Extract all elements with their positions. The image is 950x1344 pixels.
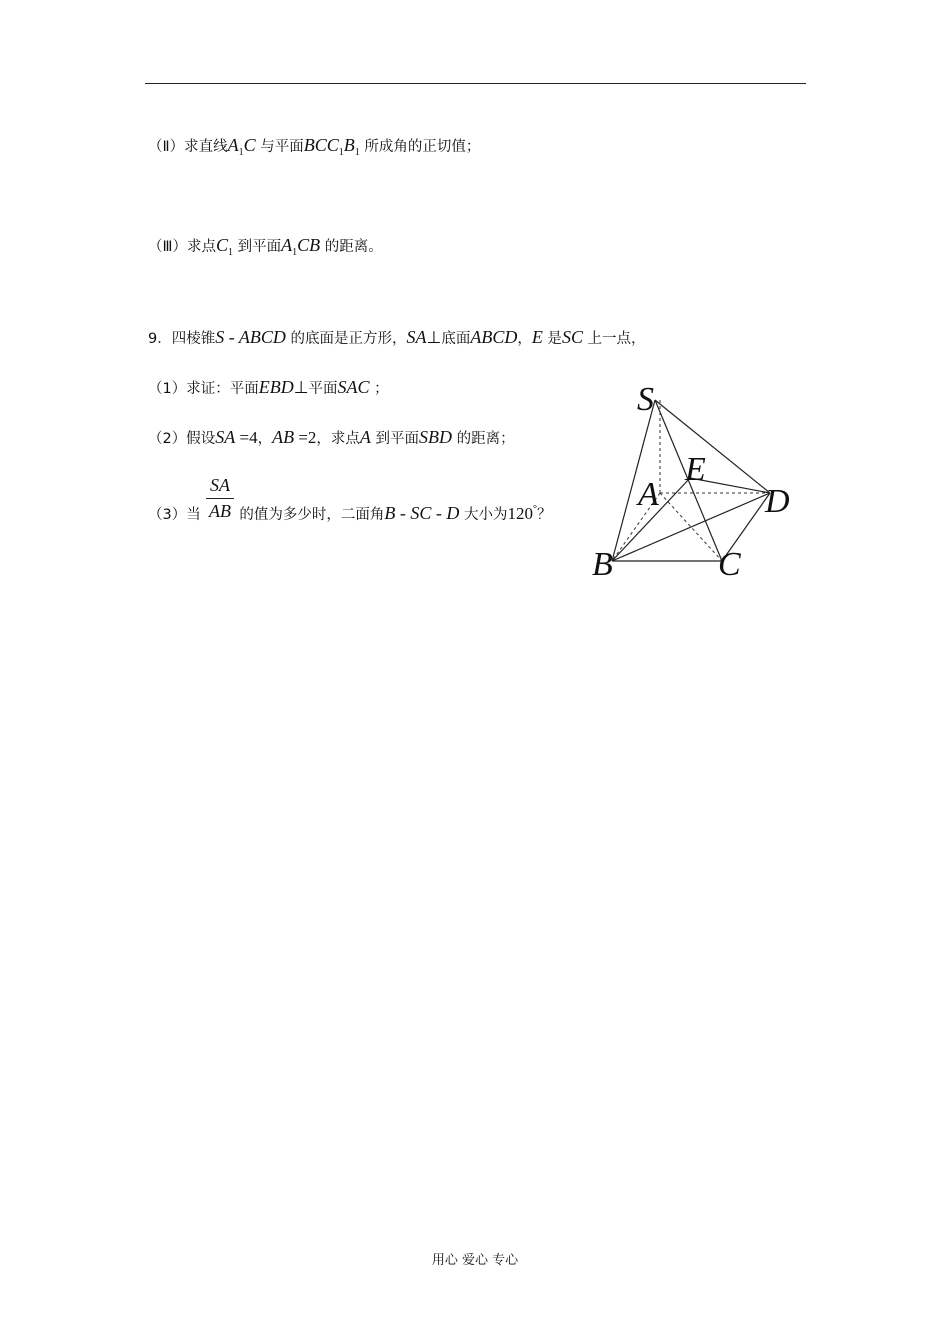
subscript: 1: [292, 247, 298, 258]
math-SBD: SBD: [419, 427, 453, 447]
q8-part3-text-a: （Ⅲ）求点: [148, 239, 216, 255]
math-AB: AB: [272, 427, 295, 447]
equals-2: =2: [294, 428, 317, 447]
math-CB: CB: [297, 235, 321, 255]
q9-part3-text-c: 大小为: [459, 507, 508, 523]
q8-part3-text-c: 的距离。: [320, 239, 383, 255]
q8-part3-text-b: 到平面: [233, 239, 282, 255]
degree-symbol: °: [532, 504, 537, 515]
q9-part2-text-b: ，: [257, 431, 273, 447]
q9-part3-text-a: （3）当: [148, 507, 201, 523]
q9-part2-text-d: 到平面: [370, 431, 420, 447]
edge-SD: [655, 400, 770, 493]
label-B: B: [592, 546, 613, 583]
q9-stem-text-a: 的底面是正方形，: [285, 331, 407, 347]
math-BCC: BCC: [303, 135, 339, 155]
label-E: E: [685, 451, 706, 488]
math-SA: SA: [406, 327, 427, 347]
perp-symbol: ⊥: [293, 378, 309, 397]
q9-part2-text-a: （2）假设: [148, 431, 216, 447]
subscript: 1: [228, 247, 234, 258]
math-SA: SA: [215, 427, 236, 447]
math-B: B: [343, 135, 355, 155]
q9-part3-text-b: 的值为多少时，二面角: [234, 507, 385, 523]
pyramid-figure: [0, 0, 950, 620]
q8-part2-text-b: 与平面: [255, 139, 304, 155]
math-A: A: [359, 427, 371, 447]
q9-stem-text-d: 是: [542, 331, 562, 347]
page-footer: 用心 爱心 专心: [431, 1253, 519, 1268]
equals-4: =4: [235, 428, 258, 447]
q9-part1-text-a: （1）求证：平面: [148, 381, 259, 397]
q9-part1-text-c: ；: [369, 381, 389, 397]
perp-symbol: ⊥: [426, 328, 442, 347]
fraction-denominator: AB: [209, 501, 231, 521]
angle-120: 120: [507, 504, 533, 523]
q9-part3-text-d: ？: [536, 507, 552, 523]
math-SAC: SAC: [337, 377, 370, 397]
q9-part2-text-e: 的距离；: [452, 431, 515, 447]
label-A: A: [638, 476, 659, 513]
q9-part1-text-b: 平面: [308, 381, 338, 397]
q9-stem-text-e: 上一点，: [582, 331, 646, 347]
math-B-SC-D: B - SC - D: [384, 503, 460, 523]
q9-stem-text-b: 底面: [441, 331, 471, 347]
q8-part2-text-c: 所成角的正切值；: [359, 139, 481, 155]
math-C: C: [216, 235, 229, 255]
math-A: A: [281, 235, 293, 255]
math-ABCD: ABCD: [470, 327, 518, 347]
math-E: E: [531, 327, 543, 347]
label-C: C: [718, 546, 741, 583]
q9-part2-text-c: ，求点: [316, 431, 360, 447]
subscript: 1: [338, 147, 344, 158]
subscript: 1: [354, 147, 360, 158]
label-D: D: [765, 483, 790, 520]
q8-part2-text-a: （Ⅱ）求直线: [148, 139, 228, 155]
label-S: S: [637, 381, 654, 418]
fraction-numerator: SA: [206, 474, 234, 499]
math-C: C: [243, 135, 256, 155]
math-A: A: [227, 135, 239, 155]
q9-number: 9．四棱锥: [148, 331, 216, 347]
math-SC: SC: [561, 327, 583, 347]
subscript: 1: [238, 147, 244, 158]
q9-stem-text-c: ，: [517, 331, 532, 347]
math-EBD: EBD: [258, 377, 294, 397]
math-S-ABCD: S - ABCD: [215, 327, 286, 347]
